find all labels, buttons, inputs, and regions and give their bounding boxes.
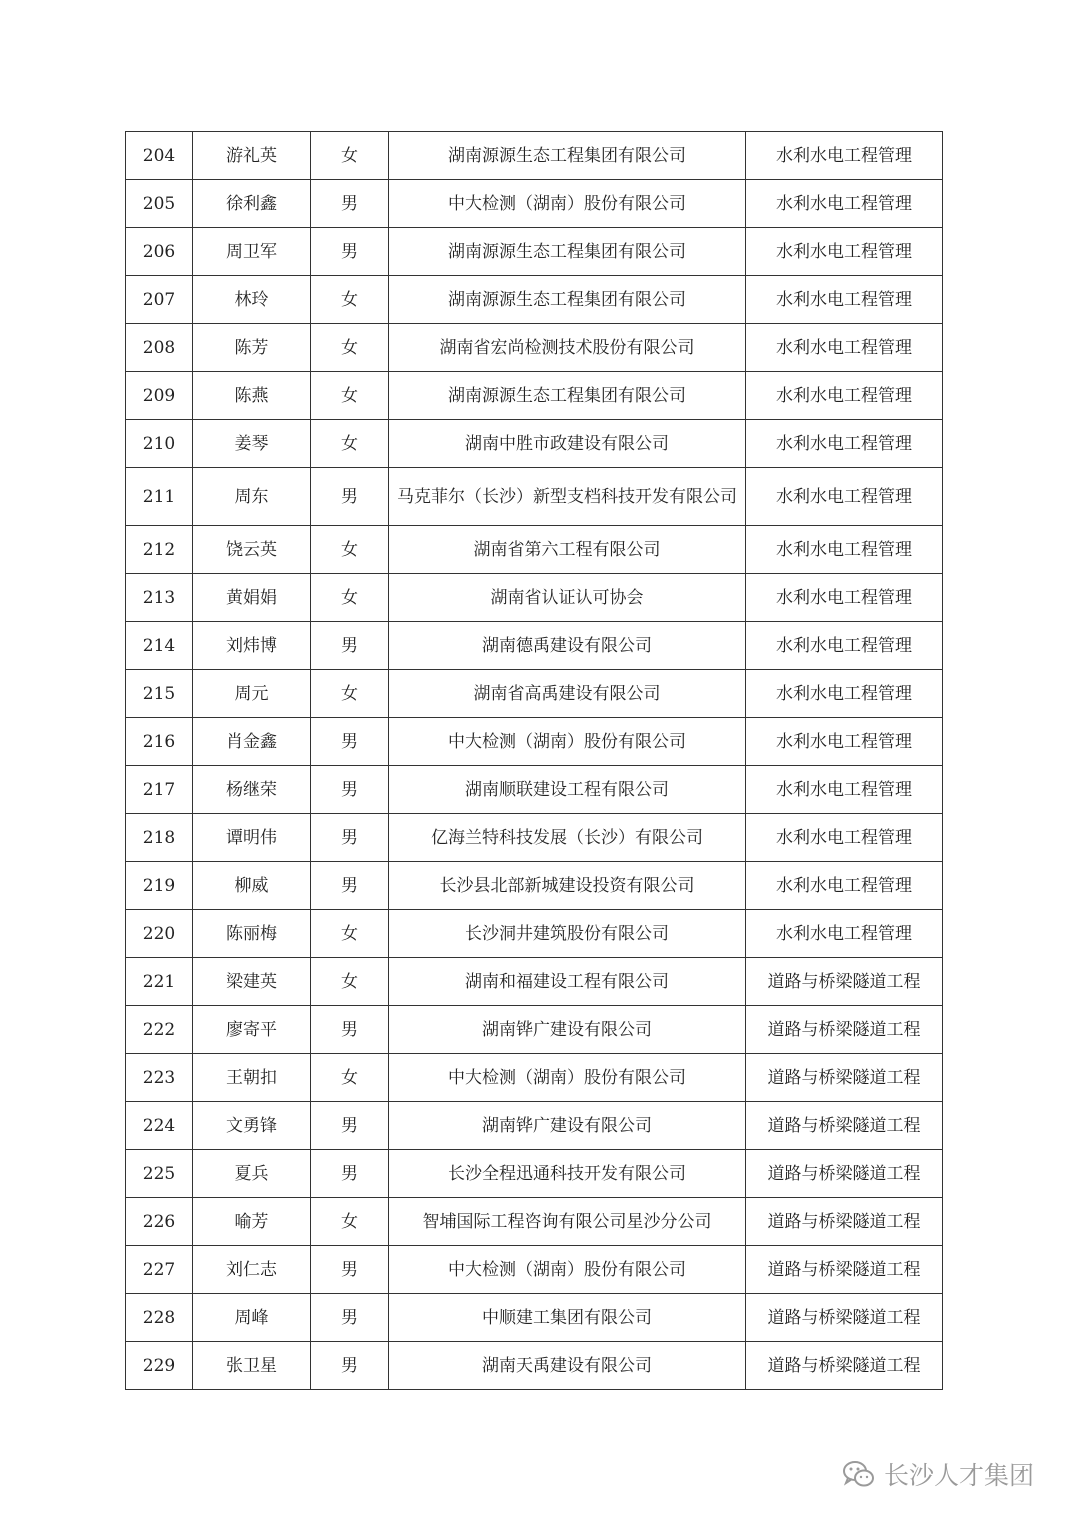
table-row [126,1342,943,1390]
table-row [126,468,943,526]
cell-gender: 男 [311,1246,389,1294]
table-row [126,1150,943,1198]
cell-gender: 男 [311,622,389,670]
cell-gender: 男 [311,766,389,814]
cell-number: 216 [126,718,193,766]
cell-number: 210 [126,420,193,468]
cell-major: 水利水电工程管理 [746,574,943,622]
cell-name: 陈丽梅 [193,910,311,958]
cell-major: 水利水电工程管理 [746,132,943,180]
cell-major: 道路与桥梁隧道工程 [746,1246,943,1294]
cell-name: 柳威 [193,862,311,910]
cell-number: 217 [126,766,193,814]
cell-major: 水利水电工程管理 [746,228,943,276]
cell-gender: 女 [311,910,389,958]
cell-number: 223 [126,1054,193,1102]
watermark [842,1454,1034,1494]
table-row [126,670,943,718]
cell-name: 饶云英 [193,526,311,574]
cell-gender: 女 [311,1198,389,1246]
cell-company: 亿海兰特科技发展（长沙）有限公司 [389,814,746,862]
cell-gender: 女 [311,276,389,324]
cell-number: 205 [126,180,193,228]
cell-major: 水利水电工程管理 [746,468,943,526]
cell-gender: 女 [311,574,389,622]
wechat-icon [842,1459,876,1489]
cell-number: 204 [126,132,193,180]
cell-company: 湖南德禹建设有限公司 [389,622,746,670]
cell-major: 水利水电工程管理 [746,420,943,468]
cell-major: 道路与桥梁隧道工程 [746,1006,943,1054]
cell-number: 228 [126,1294,193,1342]
table-row [126,862,943,910]
cell-major: 道路与桥梁隧道工程 [746,958,943,1006]
table-row [126,526,943,574]
table-row [126,1006,943,1054]
table-row [126,622,943,670]
table-row [126,718,943,766]
cell-name: 刘仁志 [193,1246,311,1294]
cell-company: 长沙洞井建筑股份有限公司 [389,910,746,958]
roster-table [125,131,943,1390]
cell-company: 湖南省宏尚检测技术股份有限公司 [389,324,746,372]
table-row [126,420,943,468]
cell-number: 214 [126,622,193,670]
cell-name: 梁建英 [193,958,311,1006]
cell-company: 湖南和福建设工程有限公司 [389,958,746,1006]
table-row [126,766,943,814]
cell-name: 林玲 [193,276,311,324]
cell-gender: 男 [311,862,389,910]
cell-gender: 女 [311,372,389,420]
cell-company: 长沙全程迅通科技开发有限公司 [389,1150,746,1198]
table-row [126,132,943,180]
cell-company: 湖南铧广建设有限公司 [389,1006,746,1054]
cell-company: 中大检测（湖南）股份有限公司 [389,1246,746,1294]
cell-major: 道路与桥梁隧道工程 [746,1102,943,1150]
cell-name: 黄娟娟 [193,574,311,622]
cell-major: 水利水电工程管理 [746,814,943,862]
cell-gender: 男 [311,814,389,862]
cell-name: 文勇锋 [193,1102,311,1150]
table-row [126,1198,943,1246]
cell-company: 湖南省第六工程有限公司 [389,526,746,574]
cell-company: 湖南源源生态工程集团有限公司 [389,372,746,420]
cell-company: 中大检测（湖南）股份有限公司 [389,180,746,228]
cell-company: 湖南省高禹建设有限公司 [389,670,746,718]
cell-number: 221 [126,958,193,1006]
table-row [126,276,943,324]
cell-company: 湖南源源生态工程集团有限公司 [389,228,746,276]
cell-company: 马克菲尔（长沙）新型支档科技开发有限公司 [389,468,746,526]
cell-number: 207 [126,276,193,324]
cell-major: 水利水电工程管理 [746,276,943,324]
cell-gender: 男 [311,1150,389,1198]
cell-gender: 男 [311,228,389,276]
table-row [126,910,943,958]
cell-name: 廖寄平 [193,1006,311,1054]
table-row [126,180,943,228]
cell-gender: 男 [311,1006,389,1054]
cell-gender: 男 [311,1294,389,1342]
cell-gender: 女 [311,1054,389,1102]
cell-name: 刘炜博 [193,622,311,670]
cell-company: 湖南中胜市政建设有限公司 [389,420,746,468]
cell-company: 中顺建工集团有限公司 [389,1294,746,1342]
cell-major: 水利水电工程管理 [746,718,943,766]
cell-number: 208 [126,324,193,372]
cell-number: 222 [126,1006,193,1054]
cell-name: 徐利鑫 [193,180,311,228]
cell-gender: 女 [311,670,389,718]
cell-name: 游礼英 [193,132,311,180]
table-row [126,1102,943,1150]
cell-company: 中大检测（湖南）股份有限公司 [389,718,746,766]
cell-name: 陈芳 [193,324,311,372]
cell-number: 218 [126,814,193,862]
cell-gender: 女 [311,324,389,372]
watermark-text: 长沙人才集团 [884,1461,1035,1490]
cell-company: 长沙县北部新城建设投资有限公司 [389,862,746,910]
cell-number: 206 [126,228,193,276]
cell-company: 湖南源源生态工程集团有限公司 [389,276,746,324]
cell-name: 姜琴 [193,420,311,468]
cell-name: 周东 [193,468,311,526]
cell-number: 220 [126,910,193,958]
cell-gender: 女 [311,132,389,180]
cell-major: 水利水电工程管理 [746,324,943,372]
cell-major: 水利水电工程管理 [746,766,943,814]
cell-gender: 女 [311,958,389,1006]
table-row [126,372,943,420]
cell-company: 湖南省认证认可协会 [389,574,746,622]
roster-body [126,132,943,1390]
cell-gender: 女 [311,420,389,468]
cell-name: 张卫星 [193,1342,311,1390]
cell-gender: 男 [311,1102,389,1150]
cell-name: 周元 [193,670,311,718]
cell-number: 209 [126,372,193,420]
cell-number: 212 [126,526,193,574]
cell-name: 肖金鑫 [193,718,311,766]
cell-gender: 男 [311,1342,389,1390]
cell-name: 夏兵 [193,1150,311,1198]
cell-gender: 男 [311,468,389,526]
cell-major: 水利水电工程管理 [746,372,943,420]
cell-name: 周峰 [193,1294,311,1342]
cell-name: 周卫军 [193,228,311,276]
cell-major: 水利水电工程管理 [746,526,943,574]
cell-company: 湖南源源生态工程集团有限公司 [389,132,746,180]
table-row [126,1294,943,1342]
cell-number: 224 [126,1102,193,1150]
cell-number: 227 [126,1246,193,1294]
table-row [126,814,943,862]
cell-name: 陈燕 [193,372,311,420]
cell-number: 226 [126,1198,193,1246]
cell-major: 道路与桥梁隧道工程 [746,1294,943,1342]
cell-number: 211 [126,468,193,526]
cell-major: 道路与桥梁隧道工程 [746,1342,943,1390]
cell-name: 谭明伟 [193,814,311,862]
table-row [126,324,943,372]
cell-major: 水利水电工程管理 [746,910,943,958]
cell-company: 智埔国际工程咨询有限公司星沙分公司 [389,1198,746,1246]
cell-number: 213 [126,574,193,622]
cell-gender: 女 [311,526,389,574]
cell-major: 水利水电工程管理 [746,622,943,670]
cell-company: 湖南顺联建设工程有限公司 [389,766,746,814]
cell-company: 湖南铧广建设有限公司 [389,1102,746,1150]
table-row [126,574,943,622]
cell-number: 219 [126,862,193,910]
cell-major: 水利水电工程管理 [746,670,943,718]
cell-number: 225 [126,1150,193,1198]
cell-number: 229 [126,1342,193,1390]
cell-name: 喻芳 [193,1198,311,1246]
table-row [126,228,943,276]
cell-name: 杨继荣 [193,766,311,814]
cell-major: 水利水电工程管理 [746,862,943,910]
cell-number: 215 [126,670,193,718]
cell-gender: 男 [311,718,389,766]
cell-major: 道路与桥梁隧道工程 [746,1150,943,1198]
cell-major: 道路与桥梁隧道工程 [746,1054,943,1102]
table-row [126,1054,943,1102]
cell-name: 王朝扣 [193,1054,311,1102]
cell-gender: 男 [311,180,389,228]
cell-company: 湖南天禹建设有限公司 [389,1342,746,1390]
cell-major: 道路与桥梁隧道工程 [746,1198,943,1246]
table-row [126,1246,943,1294]
cell-major: 水利水电工程管理 [746,180,943,228]
cell-company: 中大检测（湖南）股份有限公司 [389,1054,746,1102]
table-row [126,958,943,1006]
